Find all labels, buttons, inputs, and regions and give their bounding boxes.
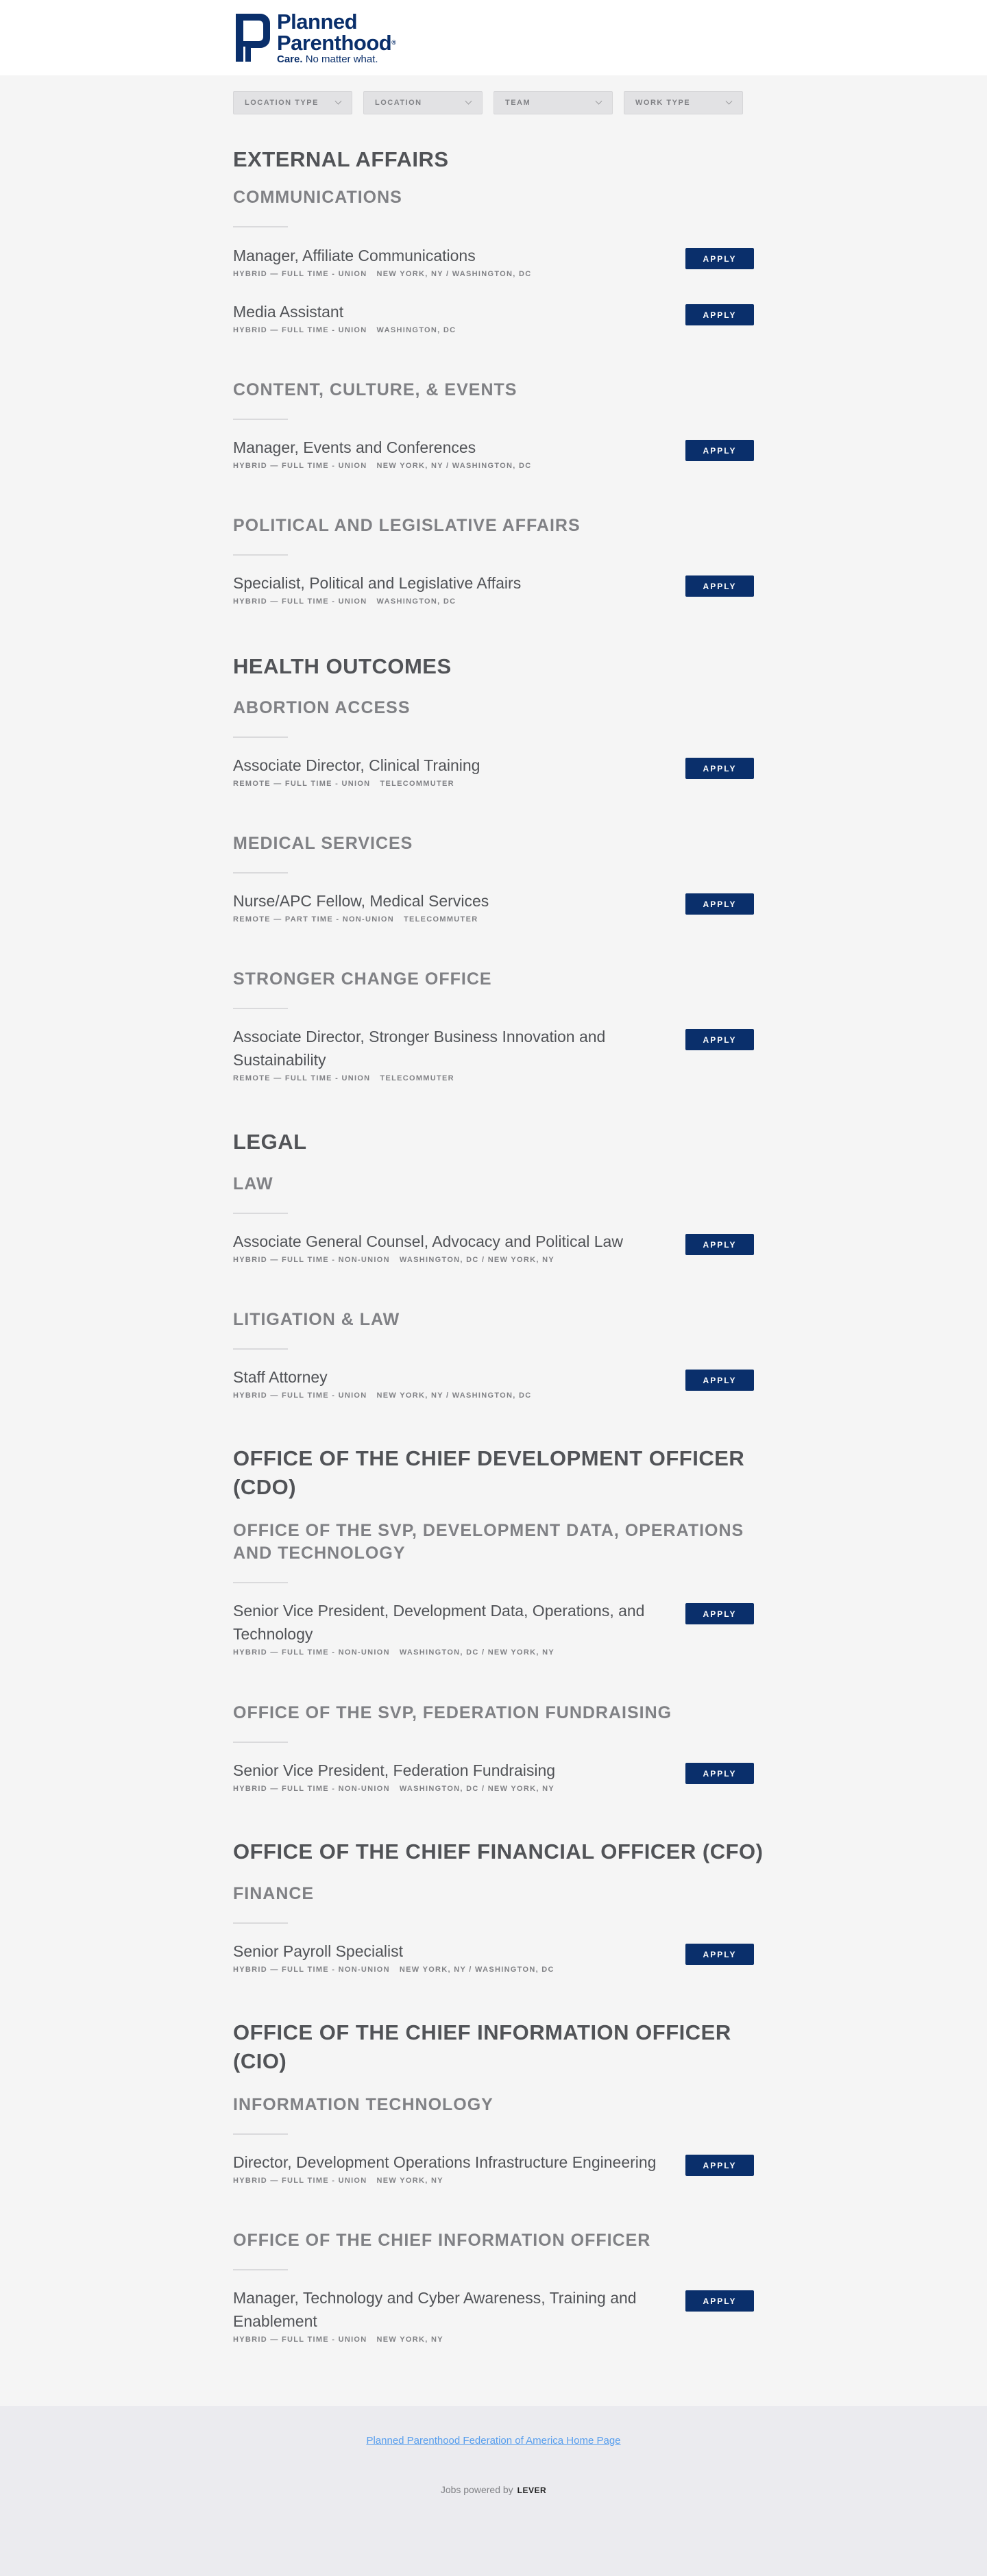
posting-location: WASHINGTON, DC [376, 326, 456, 334]
team-divider [233, 1008, 288, 1009]
team-heading: ABORTION ACCESS [233, 698, 411, 717]
posting-meta [233, 1074, 768, 1082]
team-heading: STRONGER CHANGE OFFICE [233, 969, 492, 989]
team-heading: POLITICAL AND LEGISLATIVE AFFAIRS [233, 516, 581, 535]
filter-label: WORK TYPE [635, 99, 691, 107]
registered-mark: ® [391, 39, 396, 46]
page-footer [0, 2406, 987, 2576]
posting-title-link[interactable]: Manager, Events and Conferences [233, 438, 476, 456]
posting-title-link[interactable]: Senior Payroll Specialist [233, 1942, 404, 1960]
filter-location[interactable] [363, 91, 483, 114]
apply-button[interactable]: APPLY [685, 575, 754, 597]
team-divider [233, 1922, 288, 1924]
posting-commitment: REMOTE — PART TIME - NON-UNION [233, 915, 394, 924]
team-heading: LITIGATION & LAW [233, 1310, 400, 1329]
powered-by [0, 2484, 987, 2495]
posting-commitment: HYBRID — FULL TIME - NON-UNION [233, 1256, 390, 1264]
posting-location: NEW YORK, NY [376, 2177, 443, 2185]
posting-location: NEW YORK, NY / WASHINGTON, DC [376, 1391, 532, 1400]
posting-title-link[interactable]: Nurse/APC Fellow, Medical Services [233, 892, 489, 910]
apply-button[interactable]: APPLY [685, 1944, 754, 1965]
posting-title-link[interactable]: Manager, Technology and Cyber Awareness, Training and Enablement [233, 2289, 637, 2330]
chevron-down-icon [335, 97, 342, 104]
team-heading: INFORMATION TECHNOLOGY [233, 2095, 494, 2114]
posting-title-link[interactable]: Staff Attorney [233, 1368, 328, 1386]
posting-title-link[interactable]: Media Assistant [233, 303, 344, 321]
posting-location: NEW YORK, NY [376, 2336, 443, 2344]
posting-meta [233, 462, 768, 470]
department-heading: EXTERNAL AFFAIRS [233, 147, 449, 171]
filter-label: TEAM [505, 99, 531, 107]
posting-location: WASHINGTON, DC / NEW YORK, NY [399, 1785, 555, 1793]
filter-label: LOCATION [375, 99, 422, 107]
site-header [0, 0, 987, 75]
team-heading: OFFICE OF THE CHIEF INFORMATION OFFICER [233, 2231, 651, 2250]
logo-line-2: Parenthood [277, 31, 392, 55]
posting-location: TELECOMMUTER [380, 1074, 454, 1082]
posting-commitment: HYBRID — FULL TIME - NON-UNION [233, 1785, 390, 1793]
posting-title-link[interactable]: Associate Director, Stronger Business Innovation and Sustainability [233, 1028, 606, 1069]
filter-work-type[interactable] [624, 91, 743, 114]
logo-wordmark [277, 11, 395, 53]
apply-button[interactable]: APPLY [685, 304, 754, 325]
powered-by-text: Jobs powered by [440, 2484, 513, 2495]
department-heading: OFFICE OF THE CHIEF DEVELOPMENT OFFICER (CDO) [233, 1446, 745, 1499]
posting-meta [233, 597, 768, 606]
apply-button[interactable]: APPLY [685, 1234, 754, 1255]
posting-location: WASHINGTON, DC / NEW YORK, NY [399, 1256, 555, 1264]
posting-title-link[interactable]: Associate General Counsel, Advocacy and Political Law [233, 1233, 623, 1250]
posting-meta [233, 2336, 768, 2344]
posting-location: NEW YORK, NY / WASHINGTON, DC [376, 270, 532, 278]
apply-button[interactable]: APPLY [685, 1763, 754, 1784]
apply-button[interactable]: APPLY [685, 893, 754, 915]
apply-button[interactable]: APPLY [685, 2155, 754, 2176]
logo-tagline [277, 53, 378, 66]
posting-commitment: HYBRID — FULL TIME - UNION [233, 2177, 367, 2185]
posting-meta [233, 2177, 768, 2185]
team-heading: OFFICE OF THE SVP, FEDERATION FUNDRAISING [233, 1703, 672, 1722]
department-heading: HEALTH OUTCOMES [233, 654, 452, 678]
team-divider [233, 1213, 288, 1214]
team-divider [233, 872, 288, 874]
team-divider [233, 1742, 288, 1743]
apply-button[interactable]: APPLY [685, 1029, 754, 1050]
tagline-bold: Care. [277, 53, 303, 65]
posting-location: TELECOMMUTER [403, 915, 478, 924]
filter-bar [233, 91, 754, 114]
posting-title-link[interactable]: Director, Development Operations Infrastructure Engineering [233, 2153, 657, 2171]
home-page-link[interactable]: Planned Parenthood Federation of America Home Page [366, 2435, 621, 2447]
posting-title-link[interactable]: Specialist, Political and Legislative Affairs [233, 574, 522, 592]
posting-meta [233, 1391, 768, 1400]
posting-meta [233, 915, 768, 924]
posting-commitment: REMOTE — FULL TIME - UNION [233, 780, 371, 788]
team-divider [233, 226, 288, 227]
team-heading: COMMUNICATIONS [233, 188, 402, 207]
team-heading: FINANCE [233, 1884, 315, 1903]
posting-title-link[interactable]: Associate Director, Clinical Training [233, 756, 480, 774]
apply-button[interactable]: APPLY [685, 2290, 754, 2312]
apply-button[interactable]: APPLY [685, 1603, 754, 1624]
posting-location: NEW YORK, NY / WASHINGTON, DC [399, 1966, 555, 1974]
team-divider [233, 554, 288, 556]
posting-commitment: HYBRID — FULL TIME - NON-UNION [233, 1648, 390, 1657]
posting-title-link[interactable]: Manager, Affiliate Communications [233, 247, 476, 264]
department-heading: OFFICE OF THE CHIEF FINANCIAL OFFICER (CFO) [233, 1840, 764, 1863]
team-divider [233, 419, 288, 420]
posting-meta [233, 780, 768, 788]
apply-button[interactable]: APPLY [685, 1370, 754, 1391]
tagline-rest: No matter what. [302, 53, 378, 65]
posting-commitment: HYBRID — FULL TIME - UNION [233, 1391, 367, 1400]
filter-location-type[interactable] [233, 91, 352, 114]
filter-team[interactable] [494, 91, 613, 114]
team-divider [233, 1582, 288, 1583]
posting-location: TELECOMMUTER [380, 780, 454, 788]
team-divider [233, 736, 288, 738]
team-heading: LAW [233, 1174, 273, 1193]
posting-meta [233, 1648, 768, 1657]
chevron-down-icon [465, 97, 472, 104]
apply-button[interactable]: APPLY [685, 758, 754, 779]
posting-commitment: HYBRID — FULL TIME - UNION [233, 462, 367, 470]
posting-location: NEW YORK, NY / WASHINGTON, DC [376, 462, 532, 470]
posting-meta [233, 1256, 768, 1264]
filter-label: LOCATION TYPE [245, 99, 319, 107]
team-divider [233, 1348, 288, 1350]
posting-meta [233, 326, 768, 334]
pp-logo-mark-icon [233, 11, 273, 64]
posting-location: WASHINGTON, DC [376, 597, 456, 606]
posting-commitment: HYBRID — FULL TIME - NON-UNION [233, 1966, 390, 1974]
team-heading: MEDICAL SERVICES [233, 834, 413, 853]
planned-parenthood-logo[interactable] [233, 11, 411, 67]
lever-logo[interactable]: LEVER [517, 2486, 547, 2495]
team-heading: CONTENT, CULTURE, & EVENTS [233, 380, 517, 399]
posting-commitment: HYBRID — FULL TIME - UNION [233, 597, 367, 606]
posting-commitment: HYBRID — FULL TIME - UNION [233, 326, 367, 334]
logo-line-1: Planned [277, 10, 358, 34]
posting-meta [233, 1785, 768, 1793]
chevron-down-icon [596, 97, 602, 104]
posting-meta [233, 1966, 768, 1974]
posting-meta [233, 270, 768, 278]
department-heading: OFFICE OF THE CHIEF INFORMATION OFFICER (CIO) [233, 2020, 731, 2073]
team-divider [233, 2133, 288, 2135]
team-heading: OFFICE OF THE SVP, DEVELOPMENT DATA, OPERATIONS AND TECHNOLOGY [233, 1521, 744, 1563]
team-divider [233, 2269, 288, 2270]
posting-location: WASHINGTON, DC / NEW YORK, NY [399, 1648, 555, 1657]
posting-commitment: REMOTE — FULL TIME - UNION [233, 1074, 371, 1082]
posting-commitment: HYBRID — FULL TIME - UNION [233, 2336, 367, 2344]
apply-button[interactable]: APPLY [685, 248, 754, 269]
posting-commitment: HYBRID — FULL TIME - UNION [233, 270, 367, 278]
posting-title-link[interactable]: Senior Vice President, Development Data, Operations, and Technology [233, 1602, 645, 1643]
apply-button[interactable]: APPLY [685, 440, 754, 461]
chevron-down-icon [726, 97, 733, 104]
posting-title-link[interactable]: Senior Vice President, Federation Fundraising [233, 1761, 556, 1779]
department-heading: LEGAL [233, 1130, 307, 1154]
